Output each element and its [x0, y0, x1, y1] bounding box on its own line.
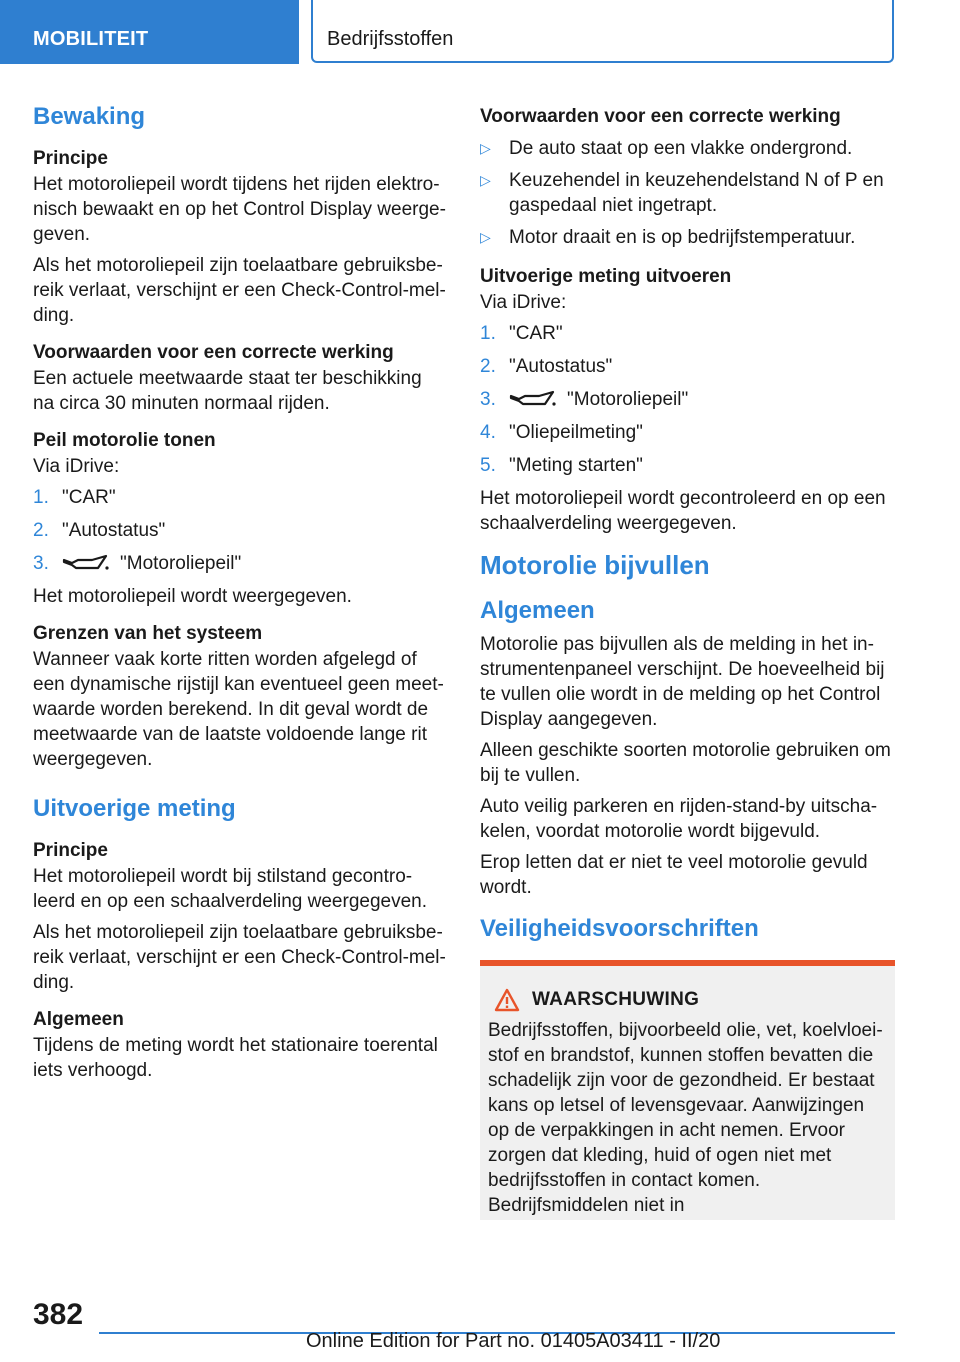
step-list [480, 321, 895, 478]
via-idrive: Via iDrive: [33, 456, 120, 477]
section-tab [0, 0, 299, 64]
chapter-tab [311, 0, 894, 63]
list-item: ▷ De auto staat op een vlakke ondergrond. [480, 138, 853, 159]
paragraph: Alleen geschikte soorten motorolie gebruiken om bij te vullen. [480, 740, 891, 786]
subheading-principe: Principe [33, 148, 108, 169]
edition-note: Online Edition for Part no. 01405A03411 - II/20 [306, 1330, 721, 1352]
heading-algemeen: Algemeen [480, 597, 595, 624]
list-item: 2. "Autostatus" [33, 520, 166, 541]
paragraph: Auto veilig parkeren en rijden-stand-by uitschakelen, voordat motorolie wordt bijgevuld. [480, 796, 878, 842]
subheading-voorwaarden: Voorwaarden voor een correcte werking [33, 342, 394, 363]
page-number: 382 [33, 1298, 84, 1331]
paragraph: Tijdens de meting wordt het stationaire toerental iets verhoogd. [33, 1035, 438, 1081]
section-label: MOBILITEIT [33, 28, 149, 50]
subheading-algemeen: Algemeen [33, 1009, 124, 1030]
list-item: 4. "Oliepeilmeting" [480, 422, 643, 443]
warning-header [488, 988, 887, 1012]
paragraph: Het motoroliepeil wordt weergegeven. [33, 586, 352, 607]
right-column [480, 104, 895, 1220]
heading-bewaking: Bewaking [33, 103, 146, 130]
list-item: 2. "Autostatus" [480, 356, 613, 377]
paragraph: Het motoroliepeil wordt gecontroleerd en op een schaalverdeling weergegeven. [480, 488, 886, 534]
oil-can-icon [509, 390, 557, 410]
heading-veiligheid: Veiligheidsvoorschriften [480, 915, 759, 942]
paragraph: Een actuele meetwaarde staat ter beschikking na circa 30 minuten normaal rijden. [33, 368, 422, 414]
condition-list [480, 136, 895, 250]
paragraph: Als het motoroliepeil zijn toelaatbare gebruiksbereik verlaat, verschijnt er een Check-Control-melding. [33, 255, 446, 326]
chapter-title: Bedrijfsstoffen [327, 28, 454, 50]
list-item: 1. "CAR" [33, 487, 116, 508]
left-column [33, 100, 448, 1089]
heading-uitvoerige: Uitvoerige meting [33, 795, 236, 822]
triangle-bullet-icon: ▷ [480, 229, 491, 245]
subheading-peil: Peil motorolie tonen [33, 430, 216, 451]
heading-bijvullen: Motorolie bijvullen [480, 550, 710, 580]
subheading-grenzen: Grenzen van het systeem [33, 623, 263, 644]
subheading-voorwaarden: Voorwaarden voor een correcte werking [480, 106, 841, 127]
list-item: 3. "Motoroliepeil" [33, 553, 242, 574]
warning-label: WAARSCHUWING [532, 989, 700, 1010]
paragraph: Wanneer vaak korte ritten worden afgelegd of een dynamische rijstijl kan eventueel geen meetwaarde worden berekend. In dit geval wordt de meetwaarde van de laatste voldoende lange rit weergegeven. [33, 649, 444, 770]
paragraph: Als het motoroliepeil zijn toelaatbare gebruiksbereik verlaat, verschijnt er een Check-Control-melding. [33, 922, 446, 993]
triangle-bullet-icon: ▷ [480, 140, 491, 156]
step-list [33, 485, 448, 576]
list-item: ▷ Keuzehendel in keuzehendelstand N of P en gaspedaal niet ingetrapt. [480, 170, 884, 216]
list-item: 5. "Meting starten" [480, 455, 643, 476]
paragraph: Erop letten dat er niet te veel motorolie gevuld wordt. [480, 852, 868, 898]
paragraph: Het motoroliepeil wordt tijdens het rijden elektronisch bewaakt en op het Control Display weergegeven. [33, 174, 446, 245]
subheading-principe: Principe [33, 840, 108, 861]
oil-can-icon [62, 554, 110, 574]
via-idrive: Via iDrive: [480, 292, 567, 313]
warning-triangle-icon [494, 988, 520, 1012]
warning-text: Bedrijfsstoffen, bijvoorbeeld olie, vet, koelvloeistof en brandstof, kunnen stoffen bevatten die schadelijk zijn voor de gezondheid. Er bestaat kans op letsel of levensgevaar. Aanwijzingen op de verpakkingen in acht nemen. Ervoor zorgen dat kleding, huid of ogen niet met bedrijfsstoffen in contact komen. Bedrijfsmiddelen niet in [488, 1020, 883, 1216]
list-item: 1. "CAR" [480, 323, 563, 344]
paragraph: Motorolie pas bijvullen als de melding in het instrumentenpaneel verschijnt. De hoeveelheid bij te vullen olie wordt in de melding op het Control Display aangegeven. [480, 634, 885, 730]
list-item: ▷ Motor draait en is op bedrijfstemperatuur. [480, 227, 856, 248]
paragraph: Het motoroliepeil wordt bij stilstand gecontroleerd en op een schaalverdeling weergegeven. [33, 866, 427, 912]
warning-box [480, 960, 895, 1220]
subheading-uitvoeren: Uitvoerige meting uitvoeren [480, 266, 732, 287]
triangle-bullet-icon: ▷ [480, 172, 491, 188]
list-item: 3. "Motoroliepeil" [480, 389, 689, 410]
